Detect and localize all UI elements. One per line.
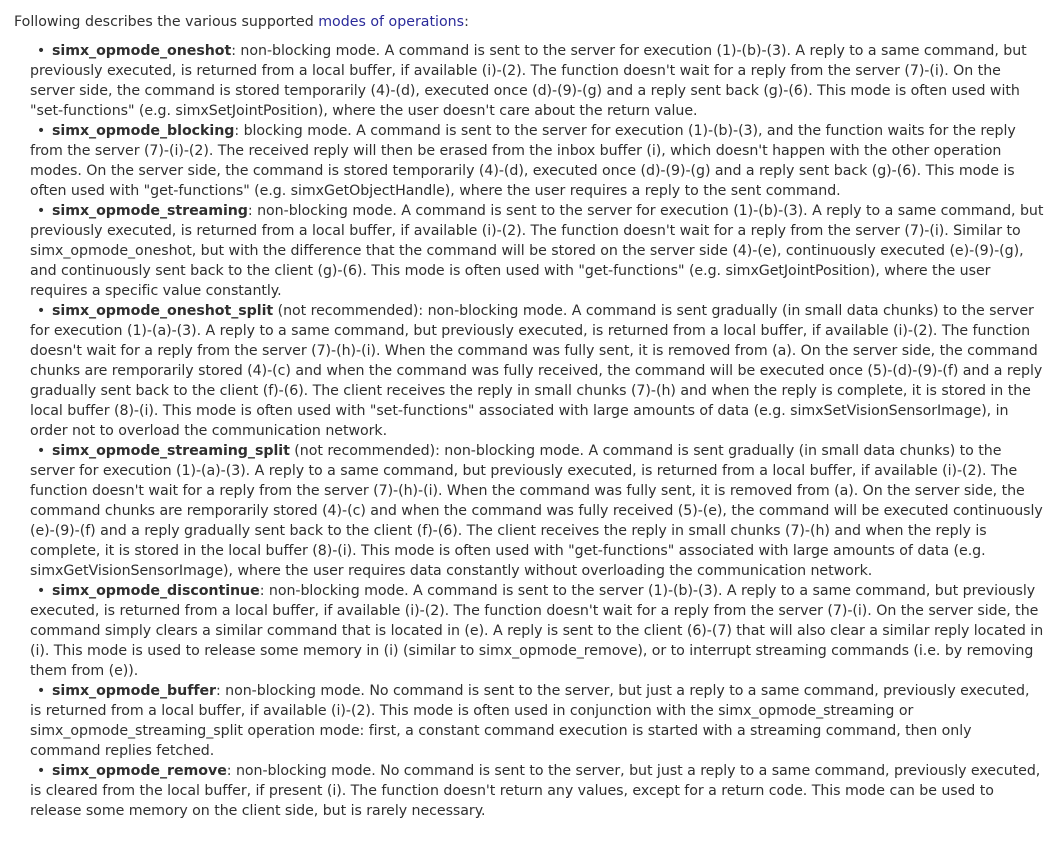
mode-description: : non-blocking mode. A command is sent to the server (1)-(b)-(3). A reply to a same command, but previously executed, is returned from a local buffer, if available (i)-(2). The function doesn't wait for a reply from the server (7)-(i). On the server side, the command simply clears a similar command that is located in (e). A reply is sent to the client (6)-(7) that will also clear a similar reply located in (i). This mode is used to release some memory in (i) (similar to simx_opmode_remove), or to interrupt streaming commands (i.e. by removing them from (e)). (30, 583, 1044, 679)
mode-name: simx_opmode_blocking (52, 123, 235, 139)
list-item (30, 681, 1044, 761)
mode-description: : non-blocking mode. A command is sent to the server for execution (1)-(b)-(3). A reply to a same command, but previously executed, is returned from a local buffer, if available (i)-(2). The function doesn't wait for a reply from the server (7)-(i). On the server side, the command is stored temporarily (4)-(d), executed once (d)-(9)-(g) and a reply sent back (g)-(6). This mode is often used with "set-functions" (e.g. simxSetJointPosition), where the user doesn't care about the return value. (30, 43, 1027, 119)
list-item (30, 761, 1044, 821)
list-item (30, 201, 1044, 301)
mode-name: simx_opmode_discontinue (52, 583, 260, 599)
list-item (30, 581, 1044, 681)
list-item (30, 301, 1044, 441)
bullet-icon: • (36, 43, 46, 59)
bullet-icon: • (36, 303, 46, 319)
intro-text-after: : (464, 14, 469, 30)
mode-description: : non-blocking mode. A command is sent to the server for execution (1)-(b)-(3). A reply to a same command, but previously executed, is returned from a local buffer, if available (i)-(2). The function doesn't wait for a reply from the server (7)-(i). Similar to simx_opmode_oneshot, but with the difference that the command will be stored on the server side (4)-(e), continuously executed (e)-(9)-(g), and continuously sent back to the client (g)-(6). This mode is often used with "get-functions" (e.g. simxGetJointPosition), where the user requires a specific value constantly. (30, 203, 1044, 299)
mode-description: : blocking mode. A command is sent to the server for execution (1)-(b)-(3), and the function waits for the reply from the server (7)-(i)-(2). The received reply will then be erased from the inbox buffer (i), which doesn't happen with the other operation modes. On the server side, the command is stored temporarily (4)-(d), executed once (d)-(9)-(g) and a reply sent back (g)-(6). This mode is often used with "get-functions" (e.g. simxGetObjectHandle), where the user requires a reply to the sent command. (30, 123, 1016, 199)
mode-name: simx_opmode_remove (52, 763, 227, 779)
mode-qualifier: (not recommended) (289, 443, 436, 459)
list-item (30, 441, 1044, 581)
mode-description: : non-blocking mode. No command is sent to the server, but just a reply to a same command, previously executed, is returned from a local buffer, if available (i)-(2). This mode is often used in conjunction with the simx_opmode_streaming or simx_opmode_streaming_split operation mode: first, a constant command execution is started with a streaming command, then only command replies fetched. (30, 683, 1030, 759)
mode-description: : non-blocking mode. A command is sent gradually (in small data chunks) to the server for execution (1)-(a)-(3). A reply to a same command, but previously executed, is returned from a local buffer, if available (i)-(2). The function doesn't wait for a reply from the server (7)-(h)-(i). When the command was fully sent, it is removed from (a). On the server side, the command chunks are remporarily stored (4)-(c) and when the command was fully received (5)-(e), the command will be executed continuously (e)-(9)-(f) and a reply gradually sent back to the client (f)-(6). The client receives the reply in small chunks (7)-(h) and when the reply is complete, it is stored in the local buffer (8)-(i). This mode is often used with "get-functions" associated with large amounts of data (e.g. simxGetVisionSensorImage), where the user requires data constantly without overloading the communication network. (30, 443, 1043, 579)
mode-description: : non-blocking mode. No command is sent to the server, but just a reply to a same command, previously executed, is cleared from the local buffer, if present (i). The function doesn't return any values, except for a return code. This mode can be used to release some memory on the client side, but is rarely necessary. (30, 763, 1041, 819)
modes-list (14, 41, 1044, 821)
mode-qualifier: (not recommended) (273, 303, 419, 319)
mode-name: simx_opmode_streaming_split (52, 443, 290, 459)
list-item (30, 41, 1044, 121)
list-item (30, 121, 1044, 201)
mode-description: : non-blocking mode. A command is sent gradually (in small data chunks) to the server for execution (1)-(a)-(3). A reply to a same command, but previously executed, is returned from a local buffer, if available (i)-(2). The function doesn't wait for a reply from the server (7)-(h)-(i). When the command was fully sent, it is removed from (a). On the server side, the command chunks are remporarily stored (4)-(c) and when the command was fully received, the command will be executed once (5)-(d)-(9)-(f) and a reply gradually sent back to the client (f)-(6). The client receives the reply in small chunks (7)-(h) and when the reply is complete, it is stored in the local buffer (8)-(i). This mode is often used with "set-functions" associated with large amounts of data (e.g. simxSetVisionSensorImage), in order not to overload the communication network. (30, 303, 1043, 439)
bullet-icon: • (36, 443, 46, 459)
mode-name: simx_opmode_oneshot_split (52, 303, 274, 319)
mode-name: simx_opmode_buffer (52, 683, 216, 699)
bullet-icon: • (36, 683, 46, 699)
bullet-icon: • (36, 583, 46, 599)
modes-of-operations-link[interactable]: modes of operations (318, 14, 465, 30)
mode-name: simx_opmode_streaming (52, 203, 248, 219)
bullet-icon: • (36, 123, 46, 139)
bullet-icon: • (36, 203, 46, 219)
bullet-icon: • (36, 763, 46, 779)
intro-paragraph (14, 12, 1044, 32)
mode-name: simx_opmode_oneshot (52, 43, 232, 59)
intro-text-before: Following describes the various supported (14, 14, 319, 30)
